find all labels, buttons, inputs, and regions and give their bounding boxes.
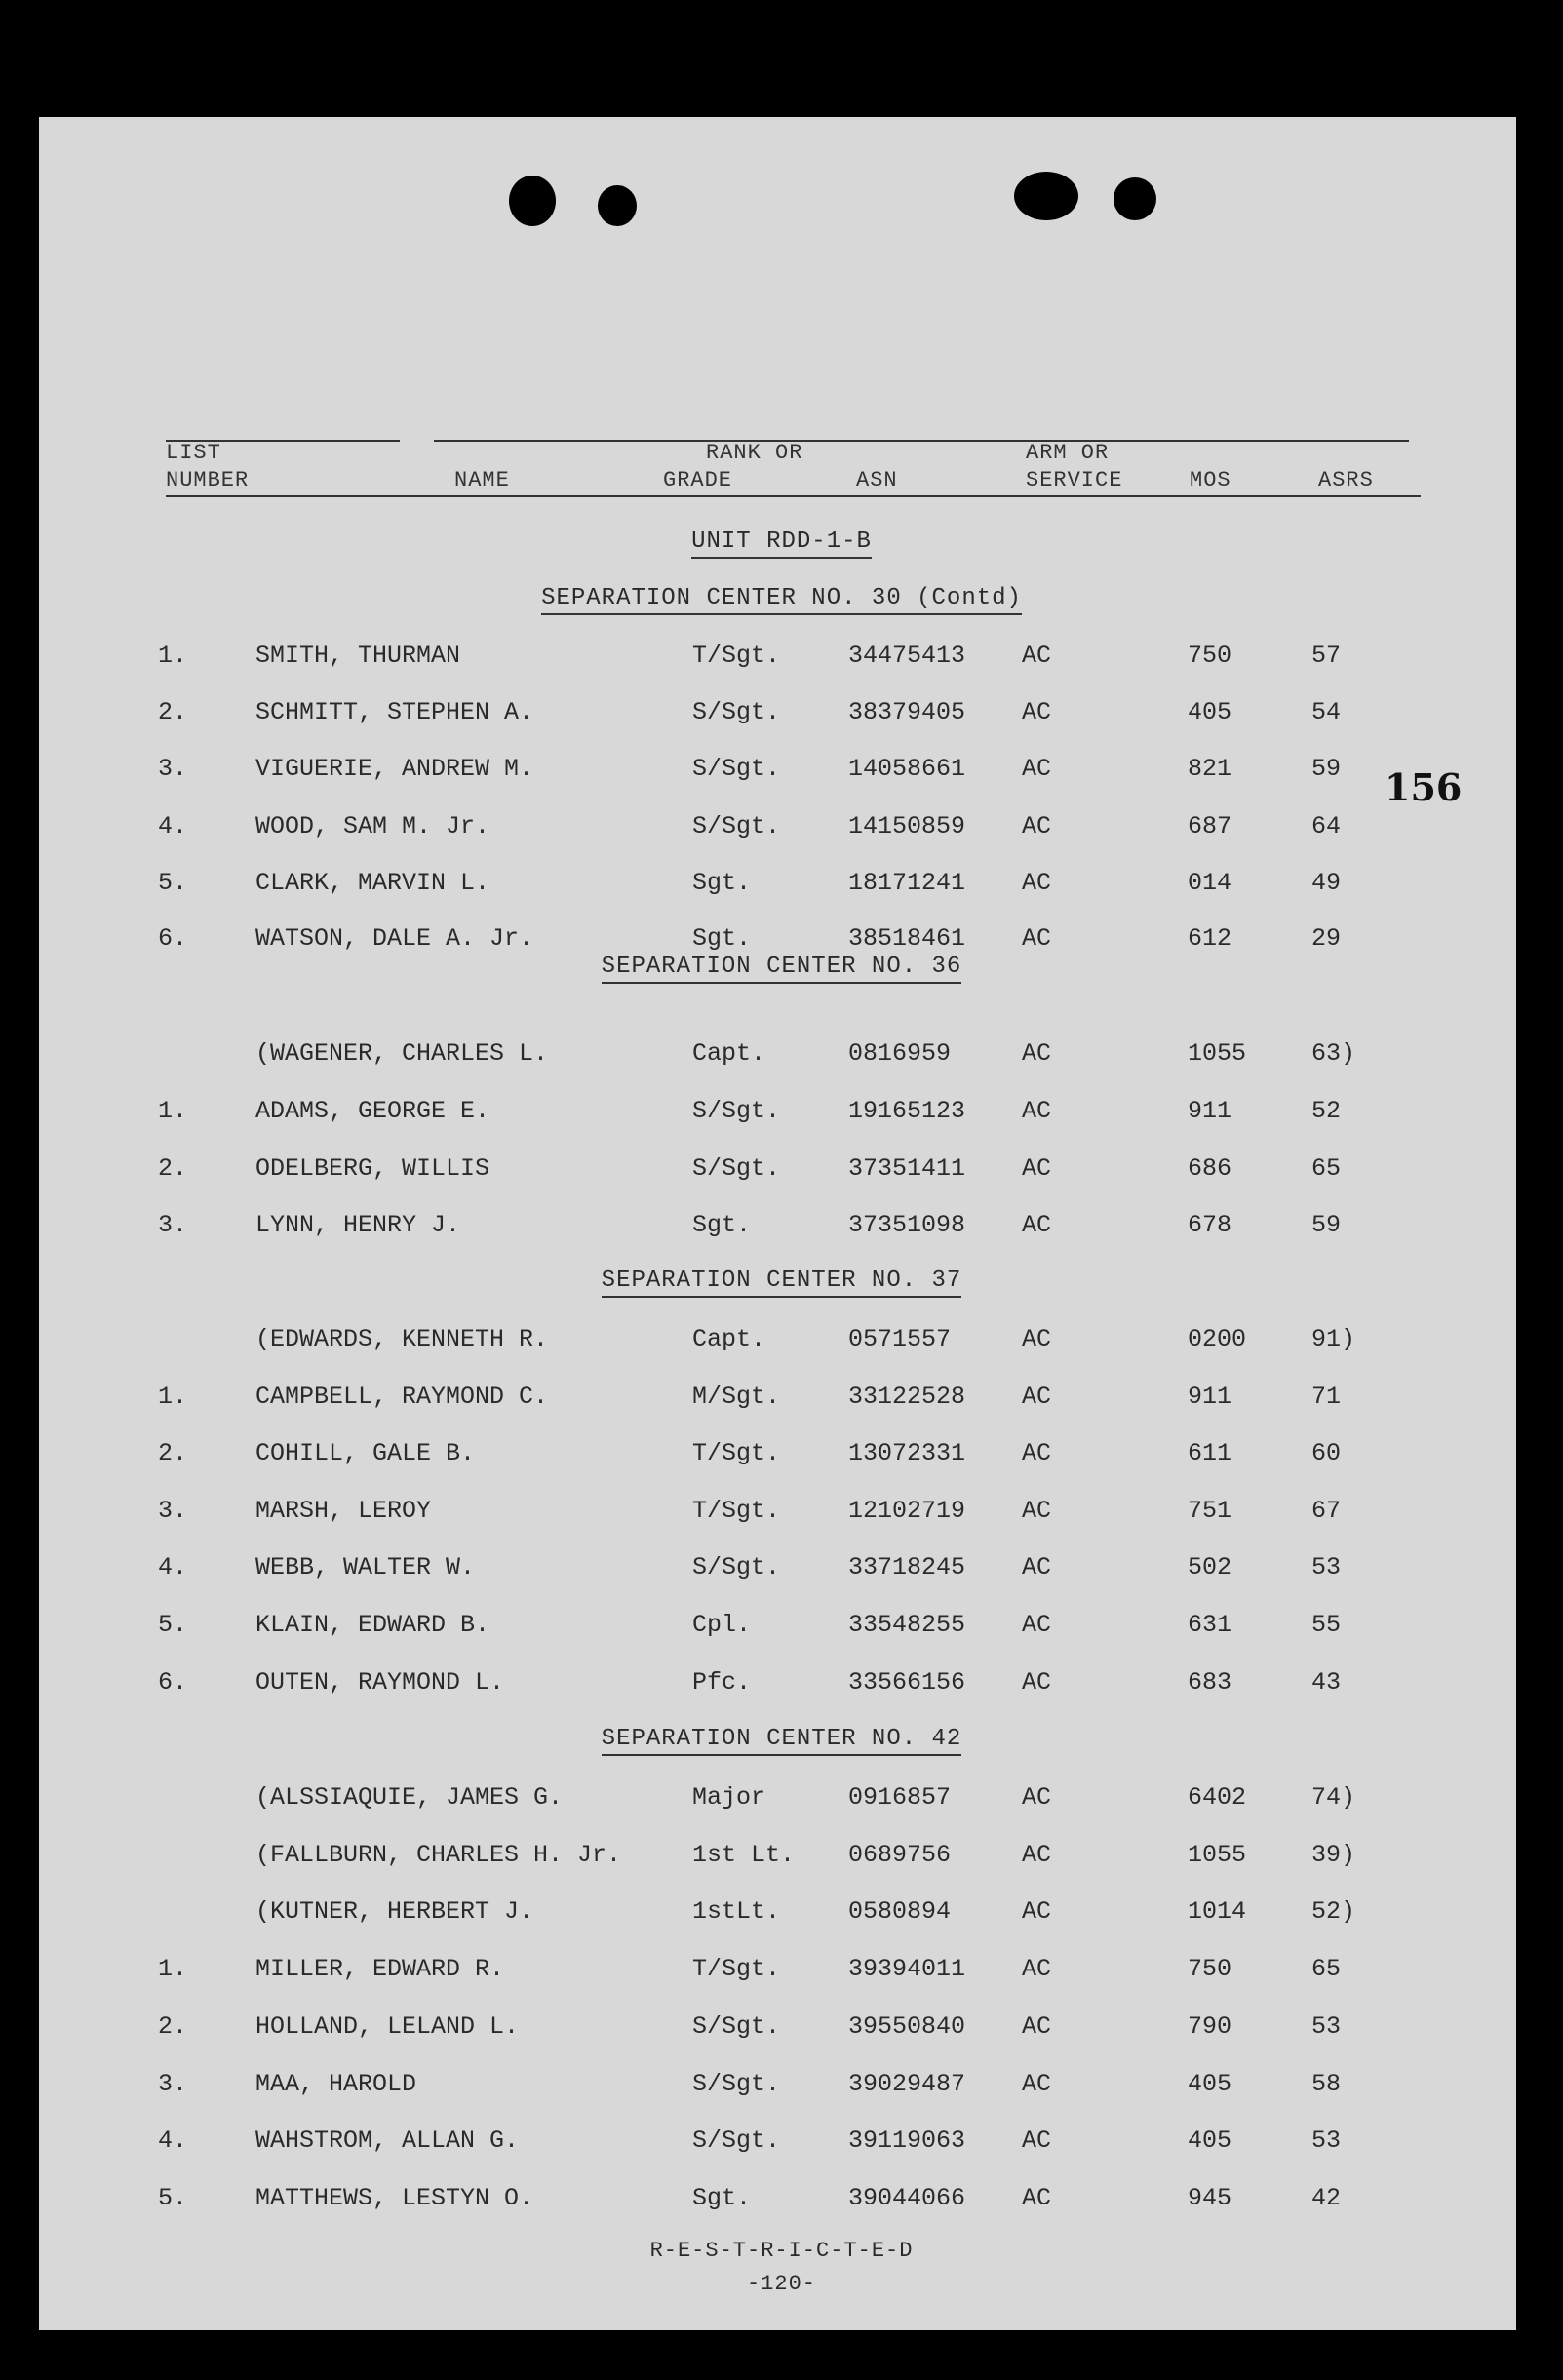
section-title-text: SEPARATION CENTER NO. 30 (Contd) <box>541 585 1022 615</box>
cell-asn: 38379405 <box>848 698 966 726</box>
cell-asn: 33718245 <box>848 1553 966 1581</box>
cell-num: 5. <box>158 2184 188 2212</box>
cell-asrs: 60 <box>1311 1439 1342 1467</box>
section-title-text: SEPARATION CENTER NO. 42 <box>602 1726 962 1756</box>
cell-num: 1. <box>158 1955 188 1983</box>
punch-hole <box>1114 177 1156 220</box>
cell-rank: T/Sgt. <box>692 1955 781 1983</box>
cell-name: MATTHEWS, LESTYN O. <box>255 2184 534 2212</box>
cell-asrs: 54 <box>1311 698 1342 726</box>
cell-arm: AC <box>1022 1097 1052 1125</box>
cell-name: VIGUERIE, ANDREW M. <box>255 755 534 783</box>
cell-asrs: 43 <box>1311 1668 1342 1697</box>
cell-asn: 14150859 <box>848 812 966 840</box>
cell-asrs: 59 <box>1311 755 1342 783</box>
cell-rank: S/Sgt. <box>692 1097 781 1125</box>
cell-arm: AC <box>1022 1154 1052 1183</box>
cell-name: KLAIN, EDWARD B. <box>255 1611 490 1639</box>
cell-num: 1. <box>158 1097 188 1125</box>
section-title <box>0 1726 1563 1752</box>
cell-rank: T/Sgt. <box>692 1439 781 1467</box>
cell-asrs: 53 <box>1311 1553 1342 1581</box>
cell-mos: 687 <box>1188 812 1232 840</box>
cell-num: 6. <box>158 1668 188 1697</box>
cell-asrs: 57 <box>1311 642 1342 670</box>
cell-arm: AC <box>1022 869 1052 897</box>
header-mos: MOS <box>1190 468 1231 492</box>
table-row <box>0 1097 1563 1136</box>
cell-num: 4. <box>158 812 188 840</box>
cell-num: 3. <box>158 1211 188 1239</box>
header-asrs: ASRS <box>1318 468 1374 492</box>
punch-hole <box>1014 172 1078 220</box>
cell-rank: Capt. <box>692 1325 766 1353</box>
cell-asn: 0916857 <box>848 1783 952 1812</box>
cell-arm: AC <box>1022 812 1052 840</box>
cell-arm: AC <box>1022 1325 1052 1353</box>
cell-rank: S/Sgt. <box>692 755 781 783</box>
cell-asrs: 52) <box>1311 1897 1356 1926</box>
cell-name: LYNN, HENRY J. <box>255 1211 461 1239</box>
cell-arm: AC <box>1022 2012 1052 2041</box>
cell-rank: T/Sgt. <box>692 642 781 670</box>
cell-asrs: 53 <box>1311 2012 1342 2041</box>
cell-name: (ALSSIAQUIE, JAMES G. <box>255 1783 564 1812</box>
cell-arm: AC <box>1022 1841 1052 1869</box>
header-arm-2: SERVICE <box>1026 468 1123 492</box>
cell-name: CAMPBELL, RAYMOND C. <box>255 1383 549 1411</box>
cell-name: WEBB, WALTER W. <box>255 1553 476 1581</box>
cell-num: 4. <box>158 1553 188 1581</box>
punch-hole <box>509 176 556 226</box>
table-row <box>0 698 1563 737</box>
cell-name: ADAMS, GEORGE E. <box>255 1097 490 1125</box>
cell-num: 2. <box>158 2012 188 2041</box>
cell-asrs: 65 <box>1311 1154 1342 1183</box>
cell-arm: AC <box>1022 755 1052 783</box>
cell-asn: 13072331 <box>848 1439 966 1467</box>
cell-asrs: 71 <box>1311 1383 1342 1411</box>
cell-mos: 502 <box>1188 1553 1232 1581</box>
cell-asrs: 74) <box>1311 1783 1356 1812</box>
cell-num: 1. <box>158 642 188 670</box>
cell-name: MAA, HAROLD <box>255 2070 417 2098</box>
cell-rank: 1stLt. <box>692 1897 781 1926</box>
table-row <box>0 812 1563 851</box>
cell-mos: 405 <box>1188 698 1232 726</box>
table-row <box>0 1439 1563 1478</box>
cell-name: CLARK, MARVIN L. <box>255 869 490 897</box>
header-rank-1: RANK OR <box>706 441 803 465</box>
cell-mos: 790 <box>1188 2012 1232 2041</box>
unit-title: UNIT RDD-1-B <box>0 528 1563 555</box>
cell-arm: AC <box>1022 1553 1052 1581</box>
cell-mos: 1014 <box>1188 1897 1247 1926</box>
cell-name: COHILL, GALE B. <box>255 1439 476 1467</box>
cell-asn: 33548255 <box>848 1611 966 1639</box>
cell-arm: AC <box>1022 1383 1052 1411</box>
cell-arm: AC <box>1022 1611 1052 1639</box>
cell-name: WAHSTROM, ALLAN G. <box>255 2126 520 2155</box>
cell-num: 1. <box>158 1383 188 1411</box>
cell-rank: S/Sgt. <box>692 2012 781 2041</box>
cell-num: 6. <box>158 924 188 953</box>
cell-mos: 686 <box>1188 1154 1232 1183</box>
cell-num: 2. <box>158 1154 188 1183</box>
cell-asn: 19165123 <box>848 1097 966 1125</box>
cell-rank: S/Sgt. <box>692 1553 781 1581</box>
cell-asrs: 91) <box>1311 1325 1356 1353</box>
cell-asn: 38518461 <box>848 924 966 953</box>
table-row <box>0 1383 1563 1422</box>
cell-asn: 33566156 <box>848 1668 966 1697</box>
cell-name: HOLLAND, LELAND L. <box>255 2012 520 2041</box>
cell-num: 2. <box>158 1439 188 1467</box>
table-row <box>0 1039 1563 1078</box>
cell-num: 4. <box>158 2126 188 2155</box>
cell-rank: S/Sgt. <box>692 2126 781 2155</box>
cell-num: 3. <box>158 1497 188 1525</box>
cell-mos: 1055 <box>1188 1841 1247 1869</box>
cell-asn: 14058661 <box>848 755 966 783</box>
cell-num: 5. <box>158 1611 188 1639</box>
classification-footer: R-E-S-T-R-I-C-T-E-D <box>649 2239 914 2263</box>
cell-mos: 612 <box>1188 924 1232 953</box>
cell-mos: 945 <box>1188 2184 1232 2212</box>
section-title <box>0 954 1563 980</box>
cell-name: OUTEN, RAYMOND L. <box>255 1668 505 1697</box>
cell-mos: 911 <box>1188 1097 1232 1125</box>
cell-asn: 0816959 <box>848 1039 952 1068</box>
cell-asn: 12102719 <box>848 1497 966 1525</box>
cell-num: 3. <box>158 755 188 783</box>
cell-rank: Sgt. <box>692 1211 752 1239</box>
table-row <box>0 1497 1563 1536</box>
table-row <box>0 755 1563 794</box>
header-rank-2: GRADE <box>663 468 733 492</box>
table-row <box>0 869 1563 908</box>
cell-asn: 39029487 <box>848 2070 966 2098</box>
cell-mos: 751 <box>1188 1497 1232 1525</box>
cell-rank: Cpl. <box>692 1611 752 1639</box>
cell-name: MILLER, EDWARD R. <box>255 1955 505 1983</box>
cell-arm: AC <box>1022 1039 1052 1068</box>
punch-hole <box>598 185 637 226</box>
table-row <box>0 1611 1563 1650</box>
cell-asrs: 64 <box>1311 812 1342 840</box>
cell-asrs: 52 <box>1311 1097 1342 1125</box>
cell-name: SMITH, THURMAN <box>255 642 461 670</box>
cell-asrs: 63) <box>1311 1039 1356 1068</box>
table-row <box>0 1783 1563 1822</box>
cell-name: (WAGENER, CHARLES L. <box>255 1039 549 1068</box>
cell-arm: AC <box>1022 924 1052 953</box>
cell-arm: AC <box>1022 2184 1052 2212</box>
page-stamp-number: 156 <box>1385 765 1463 809</box>
cell-asn: 37351098 <box>848 1211 966 1239</box>
cell-mos: 1055 <box>1188 1039 1247 1068</box>
cell-asn: 0571557 <box>848 1325 952 1353</box>
cell-name: WATSON, DALE A. Jr. <box>255 924 534 953</box>
cell-asrs: 58 <box>1311 2070 1342 2098</box>
table-row <box>0 1154 1563 1193</box>
cell-arm: AC <box>1022 2070 1052 2098</box>
cell-rank: Pfc. <box>692 1668 752 1697</box>
cell-mos: 405 <box>1188 2070 1232 2098</box>
section-title <box>0 1268 1563 1294</box>
table-row <box>0 1553 1563 1592</box>
cell-arm: AC <box>1022 2126 1052 2155</box>
cell-rank: Capt. <box>692 1039 766 1068</box>
cell-rank: M/Sgt. <box>692 1383 781 1411</box>
cell-num: 2. <box>158 698 188 726</box>
table-row <box>0 642 1563 681</box>
cell-name: ODELBERG, WILLIS <box>255 1154 490 1183</box>
table-row <box>0 2012 1563 2051</box>
section-title-text: SEPARATION CENTER NO. 37 <box>602 1268 962 1298</box>
cell-num: 5. <box>158 869 188 897</box>
cell-mos: 014 <box>1188 869 1232 897</box>
header-name: NAME <box>454 468 510 492</box>
cell-rank: S/Sgt. <box>692 698 781 726</box>
cell-arm: AC <box>1022 1897 1052 1926</box>
cell-arm: AC <box>1022 1668 1052 1697</box>
cell-name: (FALLBURN, CHARLES H. Jr. <box>255 1841 622 1869</box>
cell-arm: AC <box>1022 1439 1052 1467</box>
table-row <box>0 1325 1563 1364</box>
cell-name: MARSH, LEROY <box>255 1497 432 1525</box>
table-row <box>0 1211 1563 1250</box>
cell-asrs: 55 <box>1311 1611 1342 1639</box>
section-title-text: SEPARATION CENTER NO. 36 <box>602 954 962 984</box>
table-row <box>0 2070 1563 2109</box>
cell-mos: 683 <box>1188 1668 1232 1697</box>
page-number: -120- <box>746 2272 816 2296</box>
cell-mos: 631 <box>1188 1611 1232 1639</box>
header-asn: ASN <box>856 468 898 492</box>
cell-rank: Major <box>692 1783 766 1812</box>
cell-rank: S/Sgt. <box>692 1154 781 1183</box>
cell-rank: 1st Lt. <box>692 1841 796 1869</box>
table-row <box>0 1897 1563 1936</box>
table-row <box>0 1955 1563 1994</box>
header-list-number-1: LIST <box>166 441 221 465</box>
cell-mos: 911 <box>1188 1383 1232 1411</box>
cell-asn: 34475413 <box>848 642 966 670</box>
cell-asrs: 49 <box>1311 869 1342 897</box>
table-row <box>0 2184 1563 2223</box>
cell-asrs: 39) <box>1311 1841 1356 1869</box>
cell-name: (EDWARDS, KENNETH R. <box>255 1325 549 1353</box>
cell-asrs: 67 <box>1311 1497 1342 1525</box>
cell-asrs: 29 <box>1311 924 1342 953</box>
cell-name: (KUTNER, HERBERT J. <box>255 1897 534 1926</box>
cell-asn: 37351411 <box>848 1154 966 1183</box>
cell-asn: 33122528 <box>848 1383 966 1411</box>
cell-arm: AC <box>1022 1955 1052 1983</box>
cell-name: WOOD, SAM M. Jr. <box>255 812 490 840</box>
cell-rank: S/Sgt. <box>692 812 781 840</box>
cell-name: SCHMITT, STEPHEN A. <box>255 698 534 726</box>
cell-mos: 6402 <box>1188 1783 1247 1812</box>
cell-asn: 18171241 <box>848 869 966 897</box>
cell-rank: Sgt. <box>692 869 752 897</box>
table-row <box>0 1668 1563 1707</box>
cell-asrs: 42 <box>1311 2184 1342 2212</box>
cell-asrs: 65 <box>1311 1955 1342 1983</box>
cell-mos: 750 <box>1188 1955 1232 1983</box>
cell-arm: AC <box>1022 1211 1052 1239</box>
cell-asn: 39119063 <box>848 2126 966 2155</box>
cell-mos: 405 <box>1188 2126 1232 2155</box>
cell-arm: AC <box>1022 642 1052 670</box>
cell-num: 3. <box>158 2070 188 2098</box>
section-title <box>0 585 1563 611</box>
cell-arm: AC <box>1022 698 1052 726</box>
header-list-number-2: NUMBER <box>166 468 250 492</box>
cell-rank: T/Sgt. <box>692 1497 781 1525</box>
table-row <box>0 1841 1563 1880</box>
cell-rank: S/Sgt. <box>692 2070 781 2098</box>
cell-mos: 0200 <box>1188 1325 1247 1353</box>
cell-mos: 821 <box>1188 755 1232 783</box>
cell-asn: 0580894 <box>848 1897 952 1926</box>
cell-asrs: 53 <box>1311 2126 1342 2155</box>
cell-asn: 39550840 <box>848 2012 966 2041</box>
cell-mos: 678 <box>1188 1211 1232 1239</box>
table-row <box>0 2126 1563 2165</box>
cell-rank: Sgt. <box>692 924 752 953</box>
cell-arm: AC <box>1022 1783 1052 1812</box>
cell-asn: 39044066 <box>848 2184 966 2212</box>
header-arm-1: ARM OR <box>1026 441 1110 465</box>
cell-asn: 39394011 <box>848 1955 966 1983</box>
cell-asrs: 59 <box>1311 1211 1342 1239</box>
cell-arm: AC <box>1022 1497 1052 1525</box>
cell-mos: 750 <box>1188 642 1232 670</box>
cell-mos: 611 <box>1188 1439 1232 1467</box>
cell-rank: Sgt. <box>692 2184 752 2212</box>
cell-asn: 0689756 <box>848 1841 952 1869</box>
